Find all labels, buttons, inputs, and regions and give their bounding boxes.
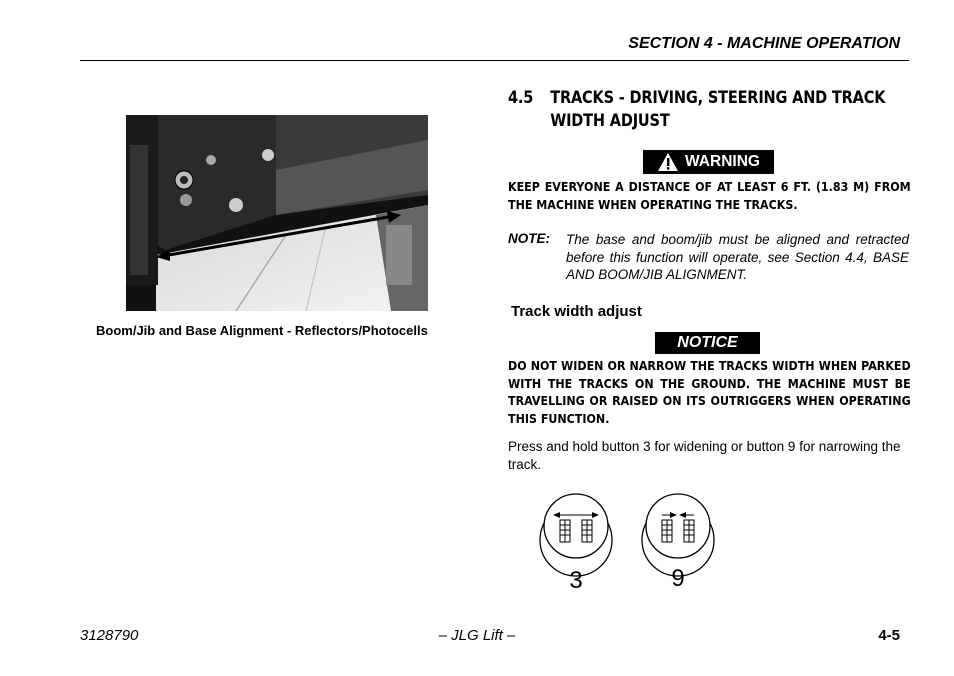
page-number: 4-5 xyxy=(878,627,900,644)
warning-triangle-icon xyxy=(657,152,679,172)
section-title-text: TRACKS - DRIVING, STEERING AND TRACK WIDTH ADJUST xyxy=(550,88,886,130)
subsection-title: Track width adjust xyxy=(511,303,642,320)
warning-label: WARNING xyxy=(685,153,760,170)
track-buttons-figure xyxy=(538,490,728,590)
warning-badge xyxy=(643,150,774,174)
button-3 xyxy=(540,494,612,590)
figure-caption: Boom/Jib and Base Alignment - Reflectors/Photocells xyxy=(96,323,428,338)
body-text: Press and hold button 3 for widening or button 9 for narrowing the track. xyxy=(508,439,901,472)
note-text: The base and boom/jib must be aligned and retracted before this function will operate, see Section 4.4, BASE AND BOOM/JIB ALIGNMENT. xyxy=(566,232,909,282)
alignment-photo xyxy=(126,115,428,311)
note-label: NOTE: xyxy=(508,231,550,246)
notice-badge xyxy=(655,332,760,354)
warning-text: KEEP EVERYONE A DISTANCE OF AT LEAST 6 FT. (1.83 M) FROM THE MACHINE WHEN OPERATING THE TRACKS. xyxy=(508,179,911,212)
header-rule xyxy=(80,60,909,61)
notice-label: NOTICE xyxy=(677,334,738,351)
button-9 xyxy=(642,494,714,590)
doc-number: 3128790 xyxy=(80,627,139,644)
footer-brand: – JLG Lift – xyxy=(438,627,516,644)
button-3-number: 3 xyxy=(569,567,583,590)
section-number: 4.5 xyxy=(508,88,534,107)
section-title: SECTION 4 - MACHINE OPERATION xyxy=(628,35,900,52)
button-9-number: 9 xyxy=(671,565,685,590)
notice-text: DO NOT WIDEN OR NARROW THE TRACKS WIDTH WHEN PARKED WITH THE TRACKS ON THE GROUND. THE MACHINE MUST BE TRAVELLING OR RAISED ON ITS OUTRIGGERS WHEN OPERATING THIS FUNCTION. xyxy=(508,358,911,426)
